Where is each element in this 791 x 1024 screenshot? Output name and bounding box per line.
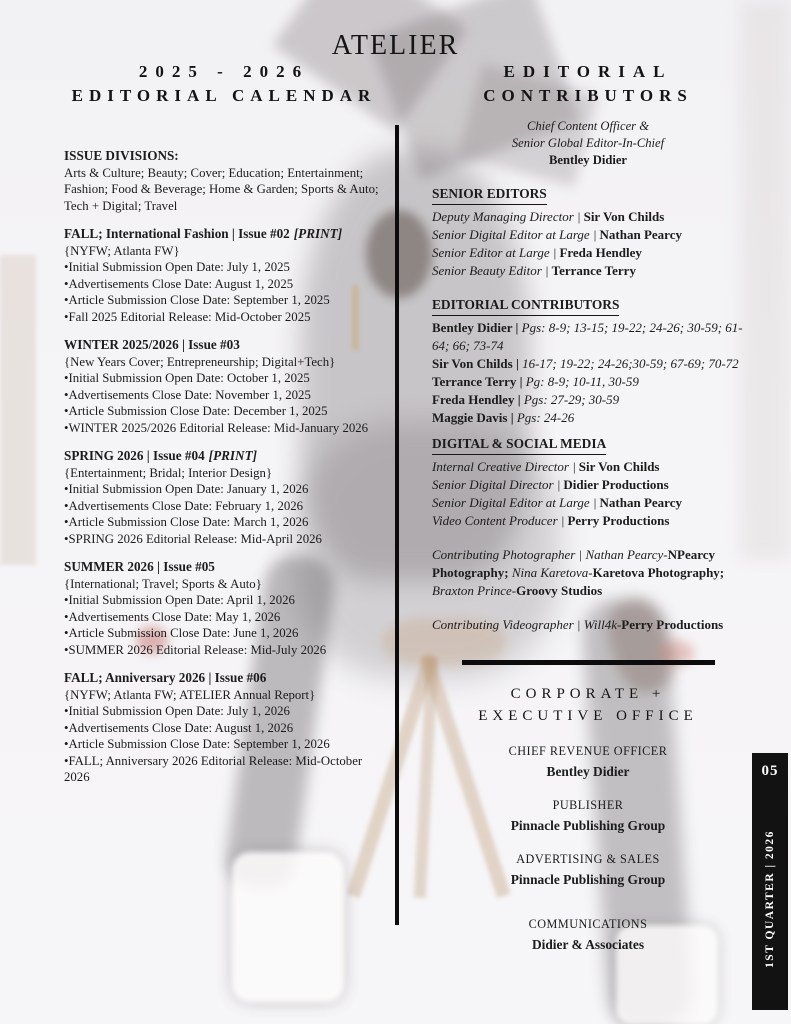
- masthead-role-line2: Senior Global Editor-In-Chief: [511, 136, 665, 150]
- issue-section-fall-2026: [64, 670, 384, 786]
- contributor-name: Maggie Davis |: [432, 410, 514, 425]
- staff-role: Senior Digital Editor at Large |: [432, 227, 597, 242]
- staff-name: Perry Productions: [567, 513, 670, 528]
- staff-role: Video Content Producer |: [432, 513, 565, 528]
- staff-row: [432, 244, 744, 262]
- issue-bullet: •Advertisements Close Date: November 1, 2025: [64, 387, 311, 402]
- corporate-name: Pinnacle Publishing Group: [510, 818, 666, 833]
- issue-bullet: •Advertisements Close Date: February 1, 2026: [64, 498, 304, 513]
- contributor-name: Freda Hendley |: [432, 392, 521, 407]
- contributor-name: Bentley Didier |: [432, 320, 519, 335]
- issue-bullet: •WINTER 2025/2026 Editorial Release: Mid-January 2026: [64, 420, 369, 435]
- contributing-photographers: [432, 546, 744, 600]
- issue-title: [64, 448, 384, 465]
- contributors-title: [432, 60, 744, 108]
- contributor-pages: Pgs: 27-29; 30-59: [523, 392, 620, 407]
- calendar-title-years: 2025 - 2026: [138, 62, 310, 81]
- issue-print-tag: [PRINT]: [208, 448, 258, 463]
- issue-bullet: •Initial Submission Open Date: October 1, 2025: [64, 371, 310, 385]
- issue-section-fall-2025: [64, 226, 384, 325]
- videographer-segment: Contributing Videographer | Will4k-: [432, 617, 622, 632]
- senior-editors-section: [432, 185, 744, 280]
- issue-divisions-heading: ISSUE DIVISIONS:: [64, 148, 179, 163]
- issue-bullet: •Initial Submission Open Date: July 1, 2025: [64, 260, 290, 274]
- staff-name: Freda Hendley: [559, 245, 642, 260]
- issue-title: [64, 337, 384, 354]
- corporate-divider-rule: [462, 660, 715, 665]
- issue-divisions-body: Arts & Culture; Beauty; Cover; Education; Entertainment; Fashion; Food & Beverage; Home & Garden; Sports & Auto; Tech + Digital; Travel: [64, 165, 379, 213]
- staff-row: [432, 226, 744, 244]
- page-number: 05: [761, 763, 779, 779]
- issue-subtitle: {International; Travel; Sports & Auto}: [64, 576, 262, 591]
- issue-section-spring: [64, 448, 384, 547]
- photographer-segment: Contributing Photographer | Nathan Pearcy-: [432, 547, 668, 562]
- issue-section-winter: [64, 337, 384, 436]
- contributor-row: [432, 373, 744, 391]
- issue-bullet: •SPRING 2026 Editorial Release: Mid-April 2026: [64, 531, 322, 546]
- calendar-title-label: EDITORIAL CALENDAR: [71, 86, 377, 105]
- contributor-name: Terrance Terry |: [432, 374, 523, 389]
- staff-row: [432, 494, 744, 512]
- ghost-platform-shoe-left: [232, 852, 344, 1002]
- photographer-segment: Nina Karetova-: [511, 565, 593, 580]
- staff-role: Internal Creative Director |: [432, 459, 576, 474]
- staff-name: Didier Productions: [563, 477, 669, 492]
- editorial-contributors-section: [432, 296, 744, 427]
- corporate-entry: [432, 796, 744, 835]
- senior-editors-heading: SENIOR EDITORS: [432, 185, 547, 205]
- corporate-role: PUBLISHER: [552, 798, 624, 812]
- corporate-name: Bentley Didier: [546, 764, 630, 779]
- issue-subtitle: {New Years Cover; Entrepreneurship; Digital+Tech}: [64, 354, 336, 369]
- issue-bullet: •Article Submission Close Date: September 1, 2026: [64, 737, 330, 751]
- issue-title: [64, 559, 384, 576]
- staff-role: Senior Beauty Editor |: [432, 263, 549, 278]
- issue-bullet: •Advertisements Close Date: August 1, 2026: [64, 720, 294, 735]
- issue-section-summer: [64, 559, 384, 658]
- staff-name: Sir Von Childs: [583, 209, 665, 224]
- corporate-name: Pinnacle Publishing Group: [510, 872, 666, 887]
- issue-bullet: •Advertisements Close Date: August 1, 2025: [64, 276, 294, 291]
- issue-bullet: •SUMMER 2026 Editorial Release: Mid-July 2026: [64, 642, 327, 657]
- photographer-segment: Braxton Prince-: [432, 583, 517, 598]
- contributor-pages: Pg: 8-9; 10-11, 30-59: [525, 374, 639, 389]
- staff-role: Senior Digital Director |: [432, 477, 561, 492]
- ghost-wall-right: [740, 0, 791, 560]
- contributor-row: [432, 391, 744, 409]
- contributing-videographer: [432, 616, 744, 634]
- contributor-row: [432, 355, 744, 373]
- contributor-pages: Pgs: 8-9; 13-15; 19-22; 24-26; 30-59; 61-64; 66; 73-74: [432, 320, 743, 353]
- staff-role: Senior Digital Editor at Large |: [432, 495, 597, 510]
- calendar-content: [64, 148, 384, 786]
- photographer-segment: Groovy Studios: [516, 583, 603, 598]
- issue-subtitle: {NYFW; Atlanta FW}: [64, 243, 180, 258]
- masthead-role-line1: Chief Content Officer &: [526, 119, 650, 133]
- staff-name: Nathan Pearcy: [599, 227, 682, 242]
- staff-name: Sir Von Childs: [578, 459, 660, 474]
- staff-name: Nathan Pearcy: [599, 495, 682, 510]
- calendar-title: [64, 60, 384, 108]
- issue-divisions-section: [64, 148, 384, 214]
- masthead-name: Bentley Didier: [549, 153, 627, 167]
- corporate-role: CHIEF REVENUE OFFICER: [508, 744, 668, 758]
- issue-title: [64, 670, 384, 687]
- contributor-pages: Pgs: 24-26: [516, 410, 575, 425]
- staff-role: Senior Editor at Large |: [432, 245, 557, 260]
- staff-row: [432, 458, 744, 476]
- issue-bullet: •Fall 2025 Editorial Release: Mid-October 2025: [64, 309, 311, 324]
- editorial-contributors-heading: EDITORIAL CONTRIBUTORS: [432, 296, 619, 316]
- staff-row: [432, 262, 744, 280]
- issue-bullet: •Initial Submission Open Date: January 1, 2026: [64, 482, 309, 496]
- corporate-entry: [432, 915, 744, 954]
- column-divider: [395, 125, 399, 925]
- contributors-title-line2: CONTRIBUTORS: [483, 86, 693, 105]
- issue-title-text: FALL; Anniversary 2026 | Issue #06: [64, 670, 267, 685]
- page-number-bar: [752, 753, 788, 1010]
- issue-title-text: SUMMER 2026 | Issue #05: [64, 559, 215, 574]
- issue-title-text: SPRING 2026 | Issue #04: [64, 448, 205, 463]
- issue-bullet: •Initial Submission Open Date: April 1, 2026: [64, 593, 295, 607]
- corporate-name: Didier & Associates: [531, 937, 645, 952]
- issue-title-text: WINTER 2025/2026 | Issue #03: [64, 337, 240, 352]
- digital-social-media-section: [432, 435, 744, 530]
- corporate-entry: [432, 850, 744, 889]
- photographer-segment: Karetova Photography;: [592, 565, 725, 580]
- issue-bullet: •Article Submission Close Date: June 1, 2026: [64, 626, 299, 640]
- contributor-name: Sir Von Childs |: [432, 356, 519, 371]
- corporate-role: COMMUNICATIONS: [528, 917, 648, 931]
- ghost-wood-planks: [0, 255, 36, 565]
- corporate-role: ADVERTISING & SALES: [516, 852, 660, 866]
- corporate-title-line1: CORPORATE +: [510, 686, 666, 702]
- editorial-calendar-column: [64, 60, 384, 798]
- corporate-title-line2: EXECUTIVE OFFICE: [478, 708, 698, 724]
- contributor-page-list: [432, 319, 744, 427]
- staff-row: [432, 208, 744, 226]
- issue-title: [64, 226, 384, 243]
- issue-subtitle: {Entertainment; Bridal; Interior Design}: [64, 465, 273, 480]
- issue-title-text: FALL; International Fashion | Issue #02: [64, 226, 290, 241]
- contributor-row: [432, 409, 744, 427]
- issue-bullet: •Initial Submission Open Date: July 1, 2026: [64, 704, 290, 718]
- contributor-row: [432, 319, 744, 355]
- staff-row: [432, 512, 744, 530]
- issue-bullet: •FALL; Anniversary 2026 Editorial Release: Mid-October 2026: [64, 753, 363, 784]
- issue-bullet: •Advertisements Close Date: May 1, 2026: [64, 609, 281, 624]
- editorial-contributors-column: [432, 60, 744, 954]
- digital-social-media-heading: DIGITAL & SOCIAL MEDIA: [432, 435, 606, 455]
- corporate-office-title: [432, 683, 744, 727]
- brand-logo: ATELIER: [331, 30, 460, 61]
- issue-subtitle: {NYFW; Atlanta FW; ATELIER Annual Report}: [64, 687, 316, 702]
- contributors-title-line1: EDITORIAL: [503, 62, 673, 81]
- contributor-pages: 16-17; 19-22; 24-26;30-59; 67-69; 70-72: [522, 356, 739, 371]
- issue-bullet: •Article Submission Close Date: December 1, 2025: [64, 404, 328, 418]
- quarter-label: 1ST QUARTER | 2026: [764, 830, 776, 969]
- staff-row: [432, 476, 744, 494]
- photographer-segment: NPearcy Photography;: [432, 547, 716, 580]
- videographer-segment: Perry Productions: [621, 617, 724, 632]
- corporate-entry: [432, 742, 744, 781]
- issue-bullet: •Article Submission Close Date: March 1, 2026: [64, 515, 309, 529]
- issue-bullet: •Article Submission Close Date: September 1, 2025: [64, 293, 330, 307]
- issue-print-tag: [PRINT]: [293, 226, 343, 241]
- chief-content-officer-block: [432, 118, 744, 169]
- staff-name: Terrance Terry: [551, 263, 636, 278]
- staff-role: Deputy Managing Director |: [432, 209, 581, 224]
